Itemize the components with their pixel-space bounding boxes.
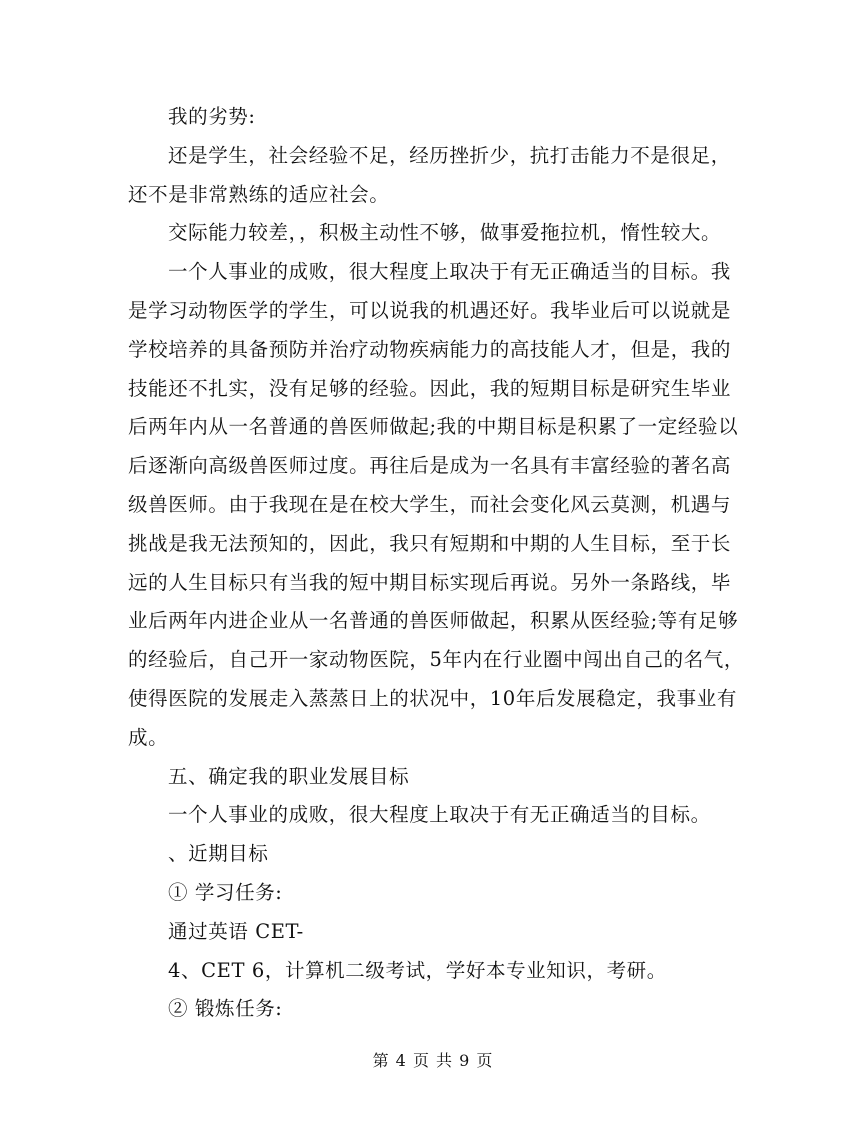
text-line: 业后两年内进企业从一名普通的兽医师做起，积累从医经验;等有足够 bbox=[128, 609, 739, 633]
text-line: 后逐渐向高级兽医师过度。再往后是成为一名具有丰富经验的著名高 bbox=[128, 454, 732, 478]
text-line: 还不是非常熟练的适应社会。 bbox=[128, 182, 390, 206]
text-line: 使得医院的发展走入蒸蒸日上的状况中，10年后发展稳定，我事业有 bbox=[128, 686, 737, 710]
text-line: 远的人生目标只有当我的短中期目标实现后再说。另外一条路线，毕 bbox=[128, 570, 732, 594]
text-line: 是学习动物医学的学生，可以说我的机遇还好。我毕业后可以说就是 bbox=[128, 298, 732, 322]
page-number-footer: 第 4 页 共 9 页 bbox=[372, 1051, 494, 1070]
text-line: 挑战是我无法预知的，因此，我只有短期和中期的人生目标，至于长 bbox=[128, 531, 732, 555]
subsection-heading: 、近期目标 bbox=[168, 842, 269, 866]
text-line: 的经验后，自己开一家动物医院，5年内在行业圈中闯出自己的名气， bbox=[128, 648, 745, 672]
text-line: 一个人事业的成败，很大程度上取决于有无正确适当的目标。 bbox=[168, 803, 711, 827]
document-body bbox=[128, 98, 745, 1029]
section-heading: 五、确定我的职业发展目标 bbox=[168, 764, 410, 788]
text-line: 学校培养的具备预防并治疗动物疾病能力的高技能人才，但是，我的 bbox=[128, 337, 732, 361]
text-line: 交际能力较差，，积极主动性不够，做事爱拖拉机，惰性较大。 bbox=[168, 221, 722, 245]
text-line: 级兽医师。由于我现在是在校大学生，而社会变化风云莫测，机遇与 bbox=[128, 492, 732, 516]
text-line: 成。 bbox=[128, 725, 169, 749]
text-line: 还是学生，社会经验不足，经历挫折少，抗打击能力不是很足， bbox=[168, 143, 731, 167]
text-line: 技能还不扎实，没有足够的经验。因此，我的短期目标是研究生毕业 bbox=[128, 376, 732, 400]
text-line: 后两年内从一名普通的兽医师做起;我的中期目标是积累了一定经验以 bbox=[128, 415, 739, 439]
text-line: 我的劣势: bbox=[168, 105, 256, 128]
text-line: 一个人事业的成败，很大程度上取决于有无正确适当的目标。我 bbox=[168, 260, 731, 284]
text-line: 通过英语 CET- bbox=[168, 919, 304, 943]
list-item: ② 锻炼任务: bbox=[168, 997, 283, 1021]
text-line: 4、CET 6，计算机二级考试，学好本专业知识，考研。 bbox=[168, 958, 667, 982]
list-item: ① 学习任务: bbox=[168, 880, 283, 904]
